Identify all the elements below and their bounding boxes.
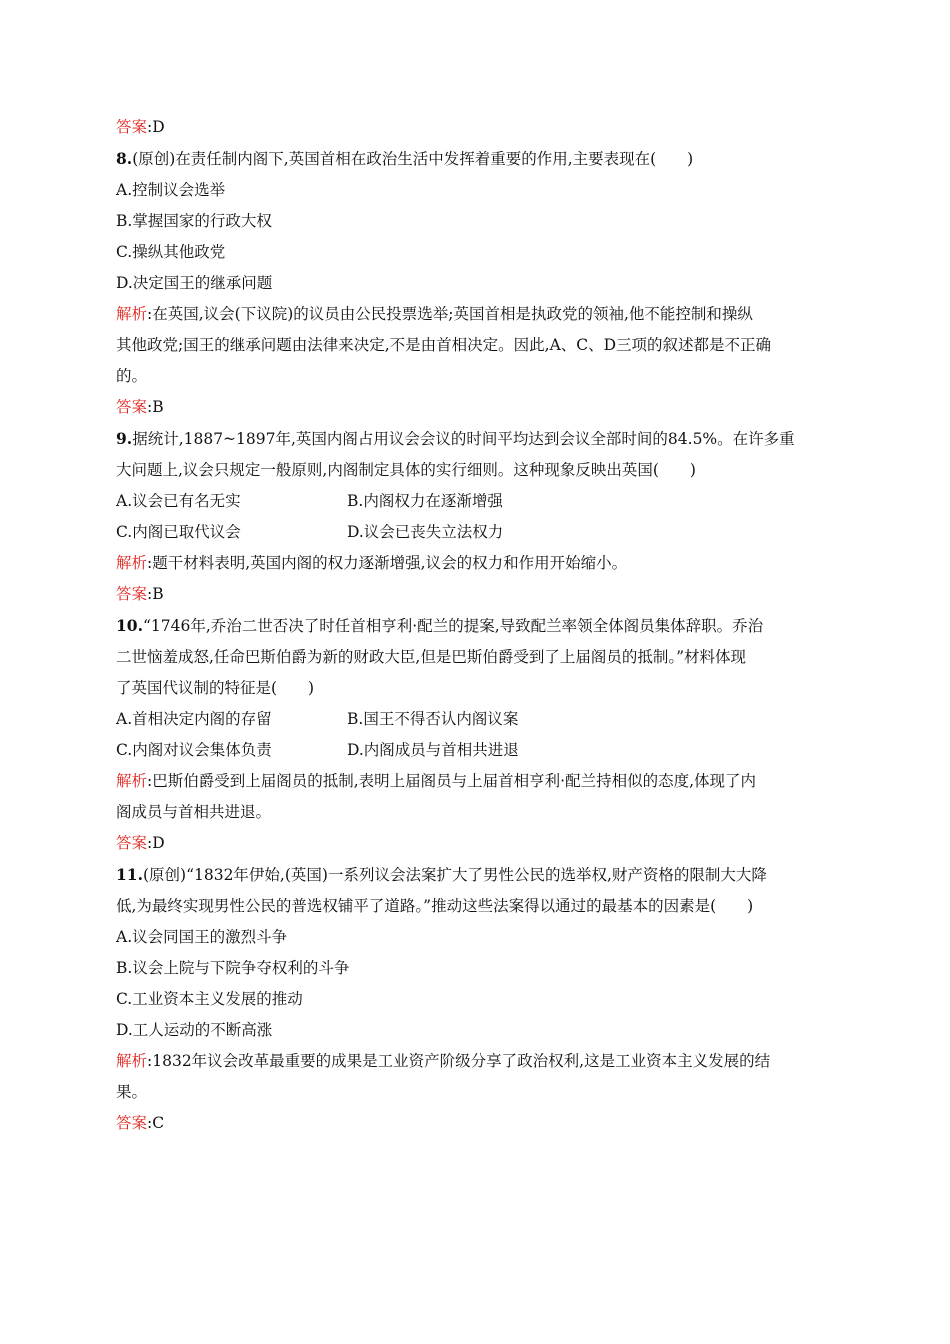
- question-text: 了英国代议制的特征是( ): [116, 679, 315, 697]
- question-number: 10.: [116, 616, 143, 635]
- explanation-text: :巴斯伯爵受到上届阁员的抵制,表明上届阁员与上届首相亨利·配兰持相似的态度,体现了内: [147, 772, 757, 790]
- question-9: [116, 423, 832, 455]
- question-text: “1746年,乔治二世否决了时任首相亨利·配兰的提案,导致配兰率领全体阁员集体辞职。乔治: [142, 617, 764, 635]
- option-c: C.内阁对议会集体负责: [116, 741, 272, 759]
- answer-line: [116, 579, 832, 610]
- question-8: [116, 143, 832, 175]
- option-b: B.国王不得否认内阁议案: [347, 710, 519, 728]
- options-row: [116, 735, 832, 766]
- answer-label: 答案: [116, 585, 148, 603]
- question-number: 11.: [116, 865, 143, 884]
- answer-value: :C: [147, 1114, 165, 1132]
- question-text: 据统计,1887~1897年,英国内阁占用议会会议的时间平均达到会议全部时间的84.5%。在许多重: [132, 430, 795, 448]
- answer-line: [116, 828, 832, 859]
- question-number: 8.: [116, 149, 133, 168]
- options-row: [116, 517, 832, 548]
- question-text: 二世恼羞成怒,任命巴斯伯爵为新的财政大臣,但是巴斯伯爵受到了上届阁员的抵制。”材料体现: [116, 648, 747, 666]
- option-a: A.议会已有名无实: [116, 492, 241, 510]
- question-text: 大问题上,议会只规定一般原则,内阁制定具体的实行细则。这种现象反映出英国( ): [116, 461, 696, 479]
- option-a: A.首相决定内阁的存留: [116, 710, 272, 728]
- option-c: C.操纵其他政党: [116, 243, 226, 261]
- question-text: (原创)“1832年伊始,(英国)一系列议会法案扩大了男性公民的选举权,财产资格的限制大大降: [142, 866, 767, 884]
- option-b: B.内阁权力在逐渐增强: [347, 492, 503, 510]
- answer-value: :D: [147, 834, 165, 852]
- answer-label: 答案: [116, 118, 148, 136]
- option-d: D.内阁成员与首相共进退: [347, 741, 519, 759]
- answer-line: [116, 1108, 832, 1139]
- answer-label: 答案: [116, 398, 148, 416]
- option-d: D.议会已丧失立法权力: [347, 523, 504, 541]
- explanation-line: [116, 548, 832, 579]
- explanation-text: :1832年议会改革最重要的成果是工业资产阶级分享了政治权利,这是工业资本主义发展的结: [147, 1052, 771, 1070]
- question-11: [116, 859, 832, 891]
- option-a: A.控制议会选举: [116, 181, 226, 199]
- explanation-text: 其他政党;国王的继承问题由法律来决定,不是由首相决定。因此,A、C、D三项的叙述都是不正确: [116, 336, 772, 354]
- question-text: 低,为最终实现男性公民的普选权铺平了道路。”推动这些法案得以通过的最基本的因素是( ): [116, 897, 754, 915]
- answer-label: 答案: [116, 834, 148, 852]
- option-a: A.议会同国王的激烈斗争: [116, 928, 288, 946]
- options-row: [116, 486, 832, 517]
- question-number: 9.: [116, 429, 133, 448]
- explanation-label: 解析: [116, 554, 148, 572]
- explanation-label: 解析: [116, 1052, 148, 1070]
- answer-line: [116, 392, 832, 423]
- option-d: D.决定国王的继承问题: [116, 274, 273, 292]
- option-c: C.工业资本主义发展的推动: [116, 990, 303, 1008]
- answer-value: :D: [147, 118, 165, 136]
- explanation-text: :在英国,议会(下议院)的议员由公民投票选举;英国首相是执政党的领袖,他不能控制和操纵: [147, 305, 753, 323]
- answer-line: [116, 112, 832, 143]
- option-b: B.掌握国家的行政大权: [116, 212, 272, 230]
- explanation-label: 解析: [116, 305, 148, 323]
- option-c: C.内阁已取代议会: [116, 523, 241, 541]
- answer-value: :B: [147, 398, 164, 416]
- explanation-text: 的。: [116, 367, 148, 385]
- explanation-text: :题干材料表明,英国内阁的权力逐渐增强,议会的权力和作用开始缩小。: [147, 554, 628, 572]
- explanation-line: [116, 1046, 832, 1077]
- explanation-line: [116, 299, 832, 330]
- question-text: (原创)在责任制内阁下,英国首相在政治生活中发挥着重要的作用,主要表现在( ): [132, 150, 694, 168]
- answer-label: 答案: [116, 1114, 148, 1132]
- explanation-line: [116, 766, 832, 797]
- option-d: D.工人运动的不断高涨: [116, 1021, 273, 1039]
- document-body: [116, 112, 832, 1139]
- explanation-label: 解析: [116, 772, 148, 790]
- options-row: [116, 704, 832, 735]
- option-b: B.议会上院与下院争夺权利的斗争: [116, 959, 350, 977]
- explanation-text: 阁成员与首相共进退。: [116, 803, 272, 821]
- answer-value: :B: [147, 585, 164, 603]
- question-10: [116, 610, 832, 642]
- explanation-text: 果。: [116, 1083, 148, 1101]
